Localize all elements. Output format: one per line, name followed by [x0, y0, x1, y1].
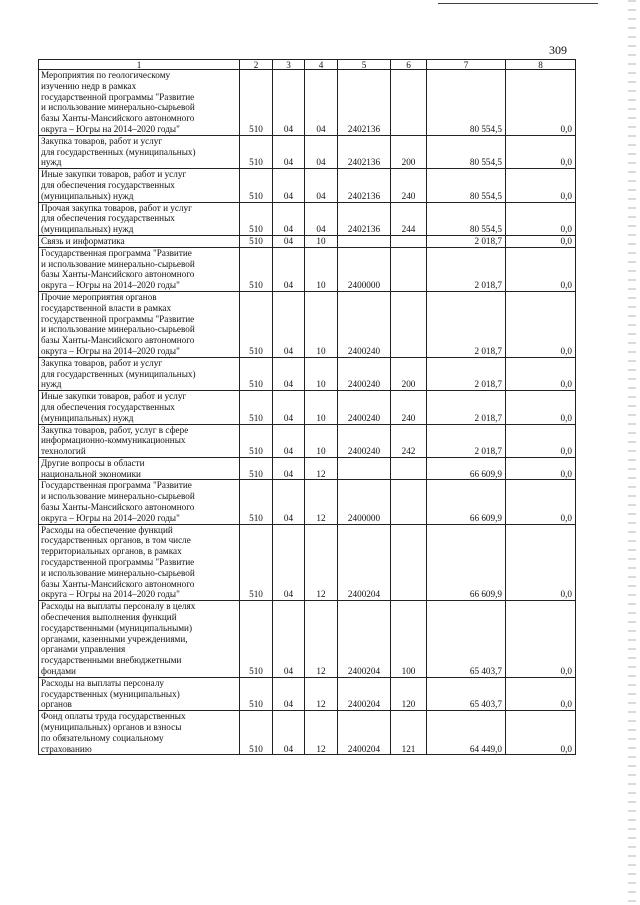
cell-admin-code: 510	[240, 235, 273, 247]
cell-name: Государственная программа "Развитие и использование минерально-сырьевой базы Ханты-Мансийского автономного округа – Югры на 2014–2020 годы"	[39, 247, 240, 291]
cell-section: 04	[273, 480, 305, 524]
cell-admin-code: 510	[240, 291, 273, 357]
cell-subsection: 12	[305, 524, 338, 601]
cell-section: 04	[273, 457, 305, 480]
cell-target-article: 2400204	[338, 524, 391, 601]
cell-target-article: 2400000	[338, 480, 391, 524]
cell-target-article: 2402136	[338, 135, 391, 168]
table-header-row	[39, 60, 576, 70]
cell-amount-2: 0,0	[506, 247, 576, 291]
cell-target-article: 2400000	[338, 247, 391, 291]
cell-amount: 2 018,7	[427, 357, 506, 390]
cell-amount-2: 0,0	[506, 169, 576, 202]
cell-subsection: 12	[305, 480, 338, 524]
cell-subsection: 12	[305, 601, 338, 678]
table-row	[39, 524, 576, 601]
cell-section: 04	[273, 357, 305, 390]
cell-expense-type: 200	[391, 135, 427, 168]
cell-expense-type: 244	[391, 202, 427, 235]
cell-target-article: 2400240	[338, 357, 391, 390]
cell-amount: 64 449,0	[427, 711, 506, 755]
cell-amount: 80 554,5	[427, 202, 506, 235]
cell-admin-code: 510	[240, 135, 273, 168]
cell-name: Прочие мероприятия органов государственной власти в рамках государственной программы "Развитие и использование минерально-сырьевой базы Ханты-Мансийского автономного округа – Югры на 2014–2020 годы"	[39, 291, 240, 357]
cell-target-article	[338, 457, 391, 480]
cell-admin-code: 510	[240, 247, 273, 291]
cell-target-article: 2400240	[338, 291, 391, 357]
cell-section: 04	[273, 601, 305, 678]
cell-subsection: 12	[305, 457, 338, 480]
cell-subsection: 10	[305, 291, 338, 357]
cell-amount: 66 609,9	[427, 524, 506, 601]
cell-expense-type	[391, 70, 427, 136]
header-col-8: 8	[506, 60, 576, 70]
table-row	[39, 711, 576, 755]
header-col-1: 1	[39, 60, 240, 70]
cell-target-article: 2402136	[338, 70, 391, 136]
cell-admin-code: 510	[240, 457, 273, 480]
cell-amount: 2 018,7	[427, 235, 506, 247]
cell-target-article: 2400204	[338, 677, 391, 710]
cell-amount-2: 0,0	[506, 391, 576, 424]
cell-amount-2: 0,0	[506, 357, 576, 390]
cell-name: Расходы на выплаты персоналу государственных (муниципальных) органов	[39, 677, 240, 710]
cell-name: Закупка товаров, работ и услуг для государственных (муниципальных) нужд	[39, 357, 240, 390]
cell-section: 04	[273, 235, 305, 247]
top-rule	[438, 3, 598, 4]
cell-amount: 2 018,7	[427, 291, 506, 357]
cell-admin-code: 510	[240, 601, 273, 678]
cell-name: Мероприятия по геологическому изучению недр в рамках государственной программы "Развитие и использование минерально-сырьевой базы Ханты-Мансийского автономного округа – Югры на 2014–2020 годы"	[39, 70, 240, 136]
cell-name: Другие вопросы в области национальной экономики	[39, 457, 240, 480]
cell-section: 04	[273, 135, 305, 168]
cell-target-article	[338, 235, 391, 247]
cell-amount-2: 0,0	[506, 711, 576, 755]
table-row	[39, 480, 576, 524]
cell-subsection: 04	[305, 70, 338, 136]
cell-subsection: 10	[305, 357, 338, 390]
cell-name: Иные закупки товаров, работ и услуг для обеспечения государственных (муниципальных) нужд	[39, 169, 240, 202]
header-col-5: 5	[338, 60, 391, 70]
cell-admin-code: 510	[240, 357, 273, 390]
cell-amount: 65 403,7	[427, 601, 506, 678]
cell-amount: 2 018,7	[427, 247, 506, 291]
cell-admin-code: 510	[240, 202, 273, 235]
cell-subsection: 10	[305, 235, 338, 247]
table-row	[39, 677, 576, 710]
cell-amount: 65 403,7	[427, 677, 506, 710]
cell-amount: 80 554,5	[427, 169, 506, 202]
cell-amount-2: 0,0	[506, 291, 576, 357]
cell-expense-type: 120	[391, 677, 427, 710]
cell-target-article: 2400204	[338, 601, 391, 678]
cell-section: 04	[273, 169, 305, 202]
cell-expense-type	[391, 480, 427, 524]
header-col-2: 2	[240, 60, 273, 70]
scan-edge-marks	[628, 0, 636, 905]
cell-name: Связь и информатика	[39, 235, 240, 247]
cell-amount: 2 018,7	[427, 424, 506, 457]
cell-expense-type	[391, 247, 427, 291]
cell-admin-code: 510	[240, 677, 273, 710]
cell-amount-2: 0,0	[506, 235, 576, 247]
cell-section: 04	[273, 524, 305, 601]
cell-section: 04	[273, 391, 305, 424]
cell-admin-code: 510	[240, 480, 273, 524]
cell-name: Расходы на обеспечение функций государственных органов, в том числе территориальных органов, в рамках государственной программы "Развитие и использование минерально-сырьевой базы Ханты-Мансийского автономного округа – Югры на 2014–2020 годы"	[39, 524, 240, 601]
cell-name: Закупка товаров, работ и услуг для государственных (муниципальных) нужд	[39, 135, 240, 168]
cell-amount: 80 554,5	[427, 135, 506, 168]
header-col-6: 6	[391, 60, 427, 70]
cell-amount-2: 0,0	[506, 424, 576, 457]
cell-target-article: 2400240	[338, 424, 391, 457]
table-row	[39, 235, 576, 247]
cell-subsection: 12	[305, 677, 338, 710]
table-row	[39, 247, 576, 291]
cell-name: Закупка товаров, работ, услуг в сфере информационно-коммуникационных технологий	[39, 424, 240, 457]
cell-amount: 80 554,5	[427, 70, 506, 136]
cell-target-article: 2400204	[338, 711, 391, 755]
cell-amount-2: 0,0	[506, 202, 576, 235]
cell-name: Иные закупки товаров, работ и услуг для обеспечения государственных (муниципальных) нужд	[39, 391, 240, 424]
page-number: 309	[549, 43, 567, 57]
cell-amount: 2 018,7	[427, 391, 506, 424]
table-row	[39, 135, 576, 168]
cell-admin-code: 510	[240, 424, 273, 457]
cell-subsection: 04	[305, 135, 338, 168]
cell-subsection: 10	[305, 247, 338, 291]
header-col-4: 4	[305, 60, 338, 70]
table-row	[39, 169, 576, 202]
cell-amount-2: 0,0	[506, 457, 576, 480]
cell-expense-type	[391, 235, 427, 247]
cell-subsection: 04	[305, 202, 338, 235]
cell-target-article: 2402136	[338, 202, 391, 235]
cell-name: Расходы на выплаты персоналу в целях обеспечения выполнения функций государственными (муниципальными) органами, казенными учреждениями, органами управления государственными внебюджетными фондами	[39, 601, 240, 678]
cell-section: 04	[273, 202, 305, 235]
cell-amount-2: 0,0	[506, 135, 576, 168]
table-row	[39, 424, 576, 457]
cell-name: Прочая закупка товаров, работ и услуг для обеспечения государственных (муниципальных) нужд	[39, 202, 240, 235]
cell-section: 04	[273, 677, 305, 710]
cell-section: 04	[273, 291, 305, 357]
budget-table	[38, 59, 576, 755]
table-row	[39, 391, 576, 424]
cell-section: 04	[273, 711, 305, 755]
cell-name: Фонд оплаты труда государственных (муниципальных) органов и взносы по обязательному социальному страхованию	[39, 711, 240, 755]
cell-admin-code: 510	[240, 711, 273, 755]
cell-expense-type: 200	[391, 357, 427, 390]
cell-subsection: 10	[305, 424, 338, 457]
cell-amount-2: 0,0	[506, 70, 576, 136]
cell-expense-type: 240	[391, 169, 427, 202]
cell-expense-type	[391, 291, 427, 357]
cell-admin-code: 510	[240, 70, 273, 136]
table-row	[39, 601, 576, 678]
cell-expense-type: 240	[391, 391, 427, 424]
cell-target-article: 2402136	[338, 169, 391, 202]
cell-subsection: 04	[305, 169, 338, 202]
cell-section: 04	[273, 247, 305, 291]
table-row	[39, 457, 576, 480]
cell-expense-type	[391, 524, 427, 601]
cell-expense-type	[391, 457, 427, 480]
cell-amount: 66 609,9	[427, 480, 506, 524]
cell-amount: 66 609,9	[427, 457, 506, 480]
cell-admin-code: 510	[240, 391, 273, 424]
table-row	[39, 202, 576, 235]
cell-expense-type: 100	[391, 601, 427, 678]
cell-section: 04	[273, 424, 305, 457]
cell-subsection: 10	[305, 391, 338, 424]
cell-name: Государственная программа "Развитие и использование минерально-сырьевой базы Ханты-Мансийского автономного округа – Югры на 2014–2020 годы"	[39, 480, 240, 524]
table-row	[39, 70, 576, 136]
cell-amount-2: 0,0	[506, 601, 576, 678]
cell-subsection: 12	[305, 711, 338, 755]
table-row	[39, 357, 576, 390]
header-col-7: 7	[427, 60, 506, 70]
cell-target-article: 2400240	[338, 391, 391, 424]
cell-expense-type: 121	[391, 711, 427, 755]
cell-amount-2: 0,0	[506, 677, 576, 710]
cell-admin-code: 510	[240, 169, 273, 202]
table-row	[39, 291, 576, 357]
header-col-3: 3	[273, 60, 305, 70]
cell-amount-2: 0,0	[506, 480, 576, 524]
cell-admin-code: 510	[240, 524, 273, 601]
cell-section: 04	[273, 70, 305, 136]
cell-expense-type: 242	[391, 424, 427, 457]
cell-amount-2: 0,0	[506, 524, 576, 601]
